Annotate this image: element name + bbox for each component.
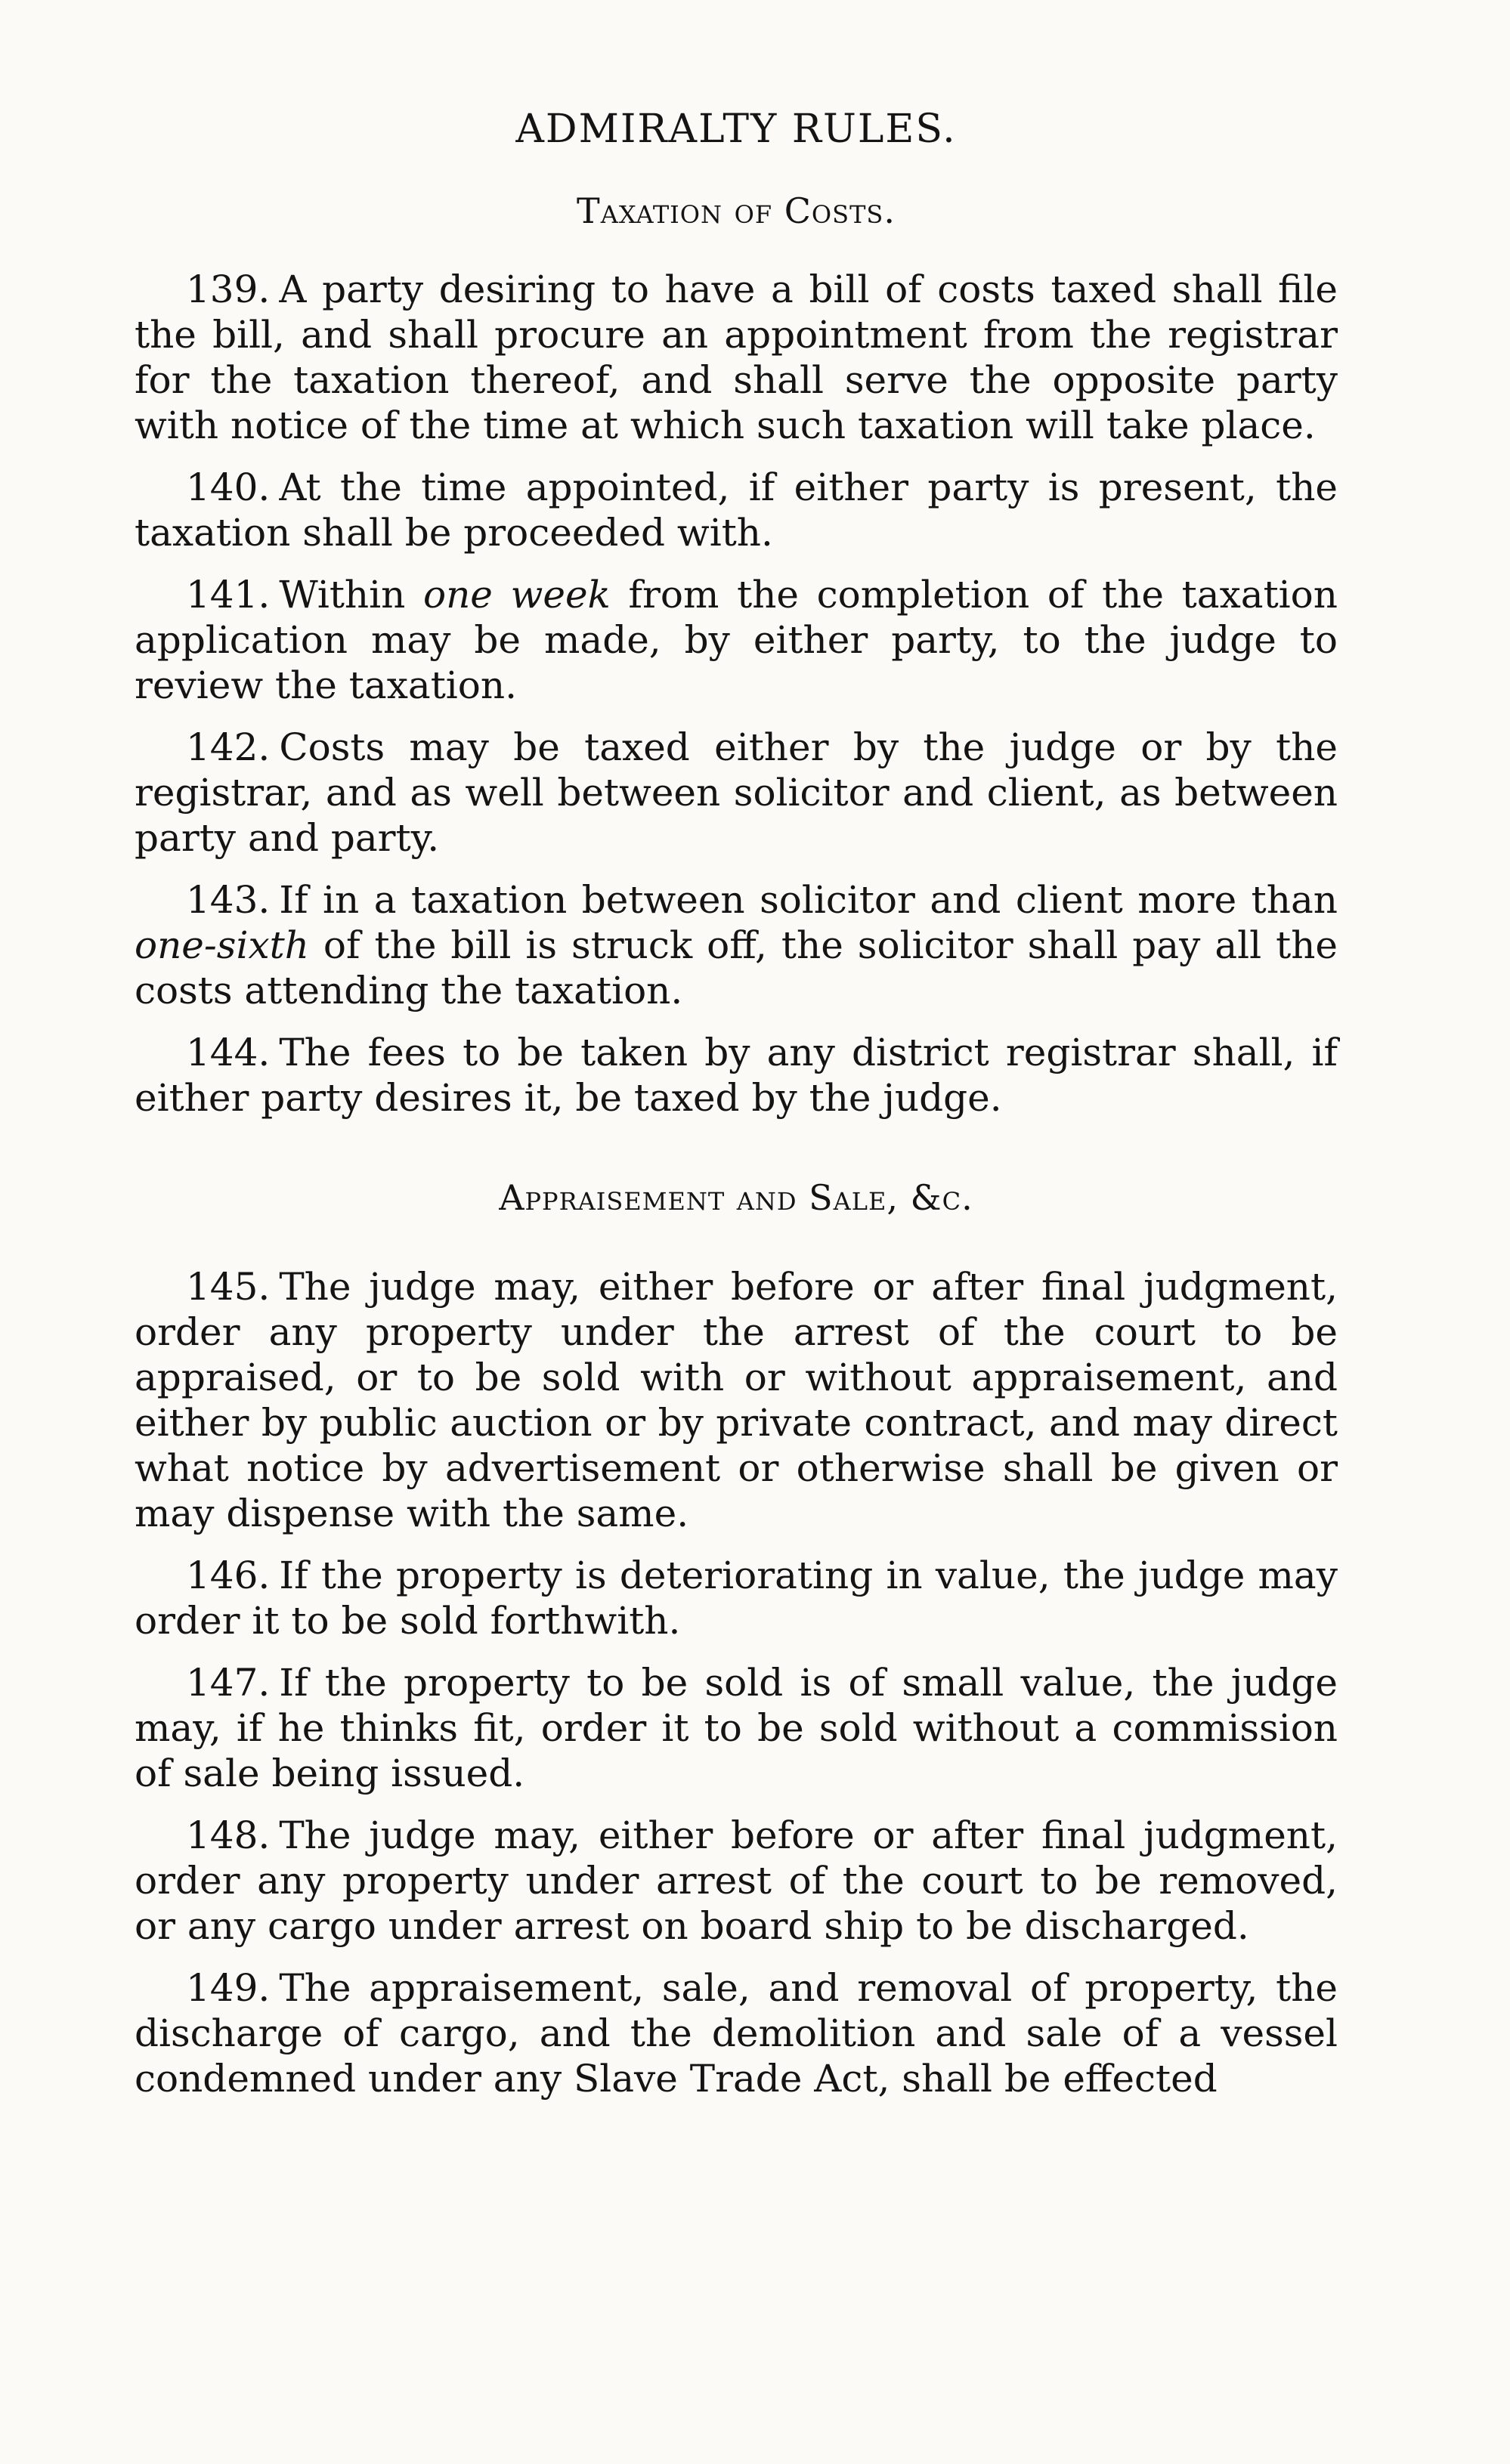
rule-text: If the property to be sold is of small value, the judge may, if he thinks fit, order it to be sold without a commission of sale being issued.	[135, 1660, 1338, 1795]
rule-number: 144.	[186, 1030, 271, 1074]
rule-emphasis: one-sixth	[135, 923, 309, 967]
rule-number: 149.	[186, 1965, 271, 2010]
rule-text-after: of the bill is struck off, the solicitor shall pay all the costs attending the taxation.	[135, 923, 1338, 1012]
rule-text: If the property is deteriorating in value, the judge may order it to be sold forthwith.	[135, 1553, 1338, 1643]
rule-emphasis: one week	[423, 572, 611, 617]
rule-number: 140.	[186, 465, 271, 509]
rule-number: 143.	[186, 877, 271, 922]
rule-141	[135, 572, 1338, 708]
rule-number: 145.	[186, 1264, 271, 1309]
rule-text: Costs may be taxed either by the judge or by the registrar, and as well between solicitor and client, as between party and party.	[135, 725, 1338, 860]
rule-142	[135, 725, 1338, 861]
rule-145	[135, 1264, 1338, 1536]
rule-text-after: from the completion of the taxation application may be made, by either party, to the judge to review the taxation.	[135, 572, 1338, 707]
rule-number: 141.	[186, 572, 271, 617]
section-heading-appraisement-and-sale: Appraisement and Sale, &c.	[499, 1176, 973, 1218]
document-page	[135, 83, 1338, 2118]
rule-139	[135, 267, 1338, 448]
rule-text: The appraisement, sale, and removal of property, the discharge of cargo, and the demolition and sale of a vessel condemned under any Slave Trade Act, shall be effected	[135, 1965, 1338, 2101]
rule-146	[135, 1553, 1338, 1643]
running-head: ADMIRALTY RULES.	[515, 107, 957, 152]
rule-148	[135, 1813, 1338, 1949]
rule-number: 147.	[186, 1660, 271, 1705]
rule-143	[135, 877, 1338, 1013]
rule-number: 146.	[186, 1553, 271, 1597]
rule-text: The judge may, either before or after final judgment, order any property under the arrest of the court to be appraised, or to be sold with or without appraisement, and either by public auction or by private contract, and may direct what notice by advertisement or otherwise shall be given or may dispense with the same.	[135, 1264, 1338, 1535]
rule-149	[135, 1965, 1338, 2101]
rule-text: The fees to be taken by any district registrar shall, if either party desires it, be taxed by the judge.	[135, 1030, 1338, 1120]
rule-147	[135, 1660, 1338, 1796]
rule-text-before: If in a taxation between solicitor and client more than	[279, 877, 1338, 922]
rule-text: A party desiring to have a bill of costs taxed shall file the bill, and shall procure an appointment from the registrar for the taxation thereof, and shall serve the opposite party with notice of the time at which such taxation will take place.	[135, 267, 1338, 447]
rule-number: 142.	[186, 725, 271, 769]
rule-text: The judge may, either before or after final judgment, order any property under arrest of the court to be removed, or any cargo under arrest on board ship to be discharged.	[135, 1813, 1338, 1948]
rule-number: 148.	[186, 1813, 271, 1857]
rule-text-before: Within	[279, 572, 423, 617]
rule-140	[135, 465, 1338, 555]
rule-144	[135, 1030, 1338, 1121]
rule-number: 139.	[186, 267, 271, 311]
section-heading-taxation-of-costs: Taxation of Costs.	[577, 190, 896, 232]
rule-text: At the time appointed, if either party is present, the taxation shall be proceeded with.	[135, 465, 1338, 555]
